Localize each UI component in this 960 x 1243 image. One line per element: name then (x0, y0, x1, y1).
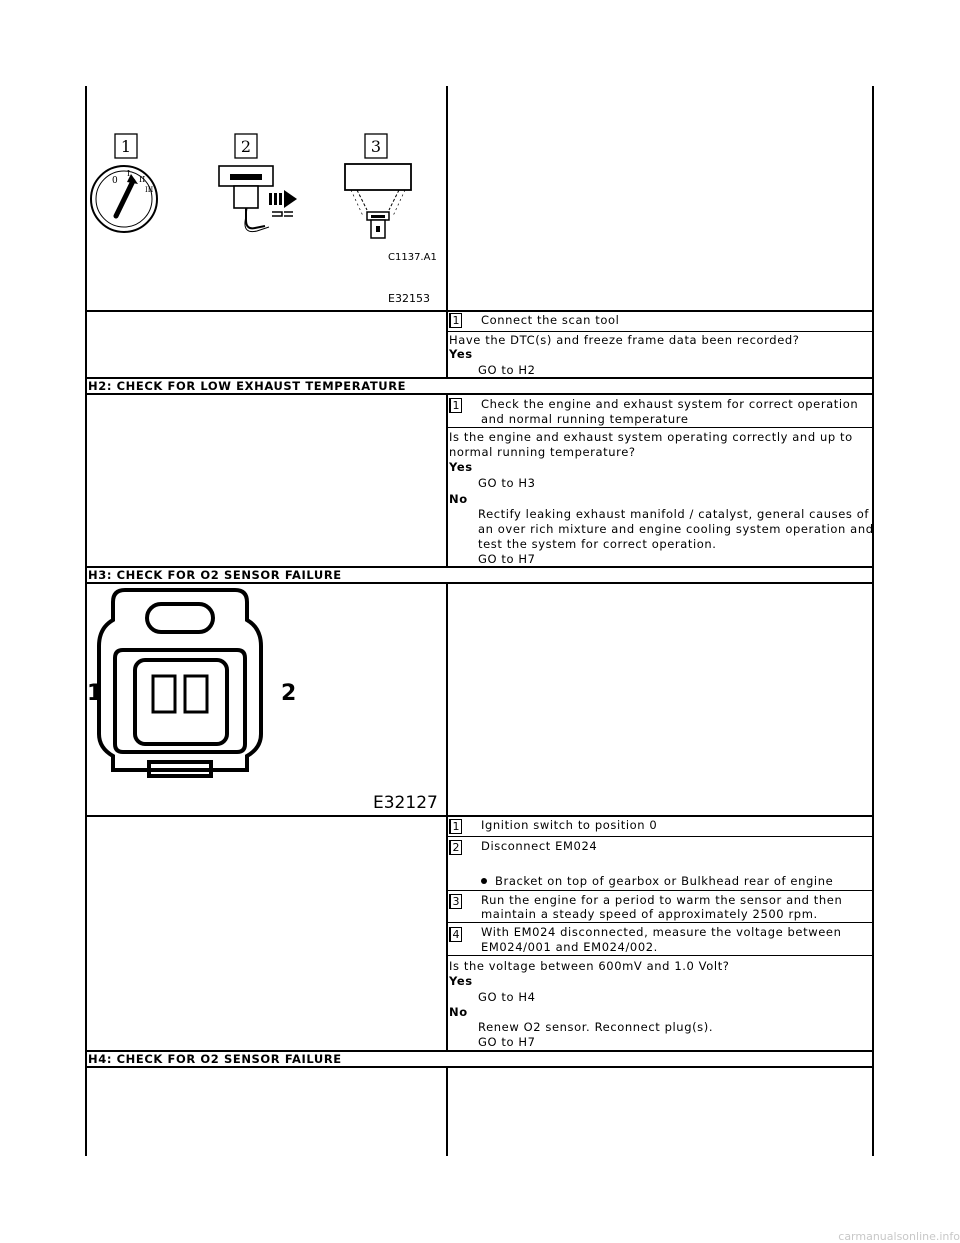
bullet-icon (481, 878, 487, 884)
svg-text:II: II (139, 175, 146, 184)
yes-label: Yes (449, 460, 473, 474)
section-title-h4: H4: CHECK FOR O2 SENSOR FAILURE (88, 1052, 342, 1066)
step-number: 1 (449, 398, 462, 413)
question-line2: normal running temperature? (449, 445, 636, 459)
yes-action: GO to H3 (478, 476, 536, 490)
step-text: Connect the scan tool (481, 313, 620, 327)
connector-pins-icon (153, 676, 207, 712)
no-action: GO to H7 (478, 1035, 536, 1049)
step-number: 1 (449, 313, 462, 328)
svg-text:I: I (127, 169, 131, 178)
yes-action: GO to H2 (478, 363, 536, 377)
question-line1: Is the engine and exhaust system operating correctly and up to (449, 430, 853, 444)
section-title-h3: H3: CHECK FOR O2 SENSOR FAILURE (88, 568, 342, 582)
step-number: 2 (449, 840, 462, 855)
question-text: Is the voltage between 600mV and 1.0 Volt? (449, 959, 730, 973)
figure-scan-tool-connection (87, 88, 445, 309)
connector-face-icon (99, 590, 261, 776)
question-text: Have the DTC(s) and freeze frame data been recorded? (449, 333, 800, 347)
yes-action: GO to H4 (478, 990, 536, 1004)
yes-label: Yes (449, 347, 473, 361)
step-text: Disconnect EM024 (481, 839, 598, 853)
no-text-line1: Renew O2 sensor. Reconnect plug(s). (478, 1020, 714, 1034)
figure-o2-sensor-connector (87, 584, 445, 814)
no-label: No (449, 1005, 468, 1019)
step-text-line2: maintain a steady speed of approximately 2500 rpm. (481, 907, 818, 921)
svg-text:III: III (145, 186, 154, 194)
figure-ref-small: C1137.A1 (388, 252, 437, 263)
pin-label-2: 2 (281, 681, 297, 706)
step-text-line2: and normal running temperature (481, 412, 689, 426)
no-text-line3: test the system for correct operation. (478, 537, 717, 551)
step-text: Ignition switch to position 0 (481, 818, 658, 832)
connector-illustration (87, 584, 445, 814)
step-number: 1 (449, 819, 462, 834)
step-number: 4 (449, 927, 462, 942)
figure-ref: E32127 (373, 793, 438, 813)
figure-ref: E32153 (388, 292, 430, 305)
footer-watermark: carmanualsonline.info (838, 1230, 960, 1243)
callout-3: 3 (370, 137, 382, 156)
pin-label-1: 1 (87, 681, 103, 706)
yes-label: Yes (449, 974, 473, 988)
step-number: 3 (449, 894, 462, 909)
no-action: GO to H7 (478, 552, 536, 566)
section-title-h2: H2: CHECK FOR LOW EXHAUST TEMPERATURE (88, 379, 407, 393)
no-label: No (449, 492, 468, 506)
step-text-line2: EM024/001 and EM024/002. (481, 940, 658, 954)
no-text-line2: an over rich mixture and engine cooling system operation and (478, 522, 874, 536)
step-text-line1: Check the engine and exhaust system for correct operation (481, 397, 859, 411)
ignition-switch-icon (91, 166, 157, 232)
diagnostic-connector-icon (219, 166, 297, 232)
step-text-line1: Run the engine for a period to warm the sensor and then (481, 893, 843, 907)
scan-tool-icon (345, 164, 411, 238)
bullet-text: Bracket on top of gearbox or Bulkhead rear of engine (495, 874, 834, 888)
callout-1: 1 (120, 137, 132, 156)
no-text-line1: Rectify leaking exhaust manifold / catalyst, general causes of (478, 507, 870, 521)
scan-tool-illustration (87, 88, 445, 309)
callout-2: 2 (240, 137, 252, 156)
svg-text:0: 0 (112, 176, 118, 186)
step-text-line1: With EM024 disconnected, measure the voltage between (481, 925, 842, 939)
